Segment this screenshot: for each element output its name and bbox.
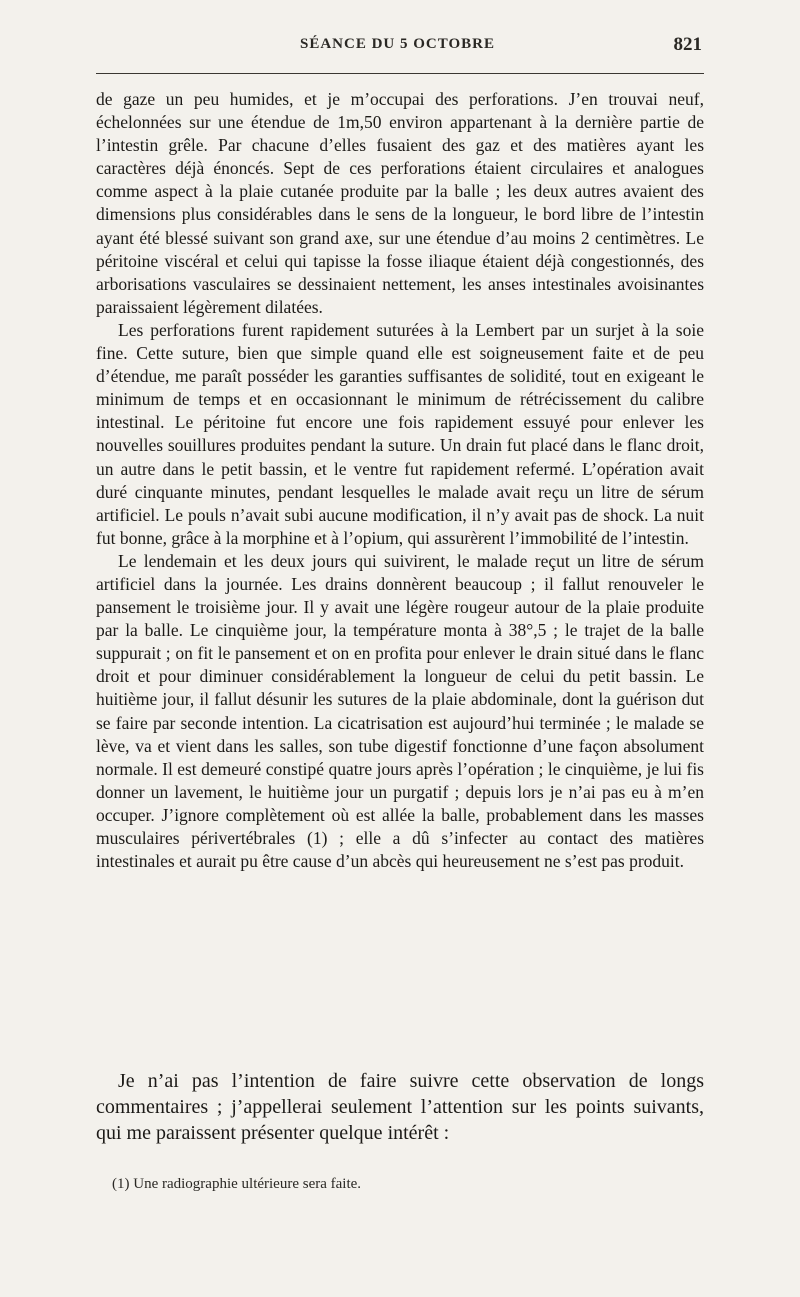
paragraph-3: Le lendemain et les deux jours qui suivirent, le malade reçut un litre de sérum artificiel dans la journée. Les drains donnèrent beaucoup ; il fallut renouveler le pansement le troisième jour. Il y avait une légère rougeur autour de la plaie produite par la balle. Le cinquième jour, la température monta à 38°,5 ; le trajet de la balle suppurait ; on fit le pansement et on en profita pour enlever le drain situé dans le flanc droit et pour diminuer considérablement la longueur de celui du petit bassin. Le huitième jour, il fallut désunir les sutures de la plaie abdominale, dont la guérison dut se faire par seconde intention. La cicatrisation est aujourd’hui terminée ; le malade se lève, va et vient dans les salles, son tube digestif fonctionne d’une façon absolument normale. Il est demeuré constipé quatre jours après l’opération ; le cinquième, je lui fis donner un lavement, le huitième jour un purgatif ; depuis lors je n’ai pas eu à m’en occuper. J’ignore complètement où est allée la balle, probablement dans les masses musculaires périvertébrales (1) ; elle a dû s’infecter au contact des matières intestinales et aurait pu être cause d’un abcès qui heureusement ne s’est pas produit. — [96, 550, 704, 872]
closing-paragraph-block — [96, 1068, 704, 1146]
paragraph-2: Les perforations furent rapidement suturées à la Lembert par un surjet à la soie fine. Cette suture, bien que simple quand elle est soigneusement faite et de peu d’étendue, me paraît posséder les garanties suffisantes de solidité, tout en exigeant le minimum de temps et en occasionnant le minimum de rétrécissement du calibre intestinal. Le péritoine fut encore une fois rapidement essuyé pour enlever les nouvelles souillures produites pendant la suture. Un drain fut placé dans le flanc droit, un autre dans le petit bassin, et le ventre fut rapidement refermé. L’opération avait duré cinquante minutes, pendant lesquelles le malade avait reçu un litre de sérum artificiel. Le pouls n’avait subi aucune modification, il n’y avait pas de shock. La nuit fut bonne, grâce à la morphine et à l’opium, qui assurèrent l’immobilité de l’intestin. — [96, 319, 704, 548]
paragraph-1: de gaze un peu humides, et je m’occupai des perforations. J’en trouvai neuf, échelonnées sur une étendue de 1m,50 environ appartenant à la dernière partie de l’intestin grêle. Par chacune d’elles fusaient des gaz et des matières ayant les caractères déjà énoncés. Sept de ces perforations étaient circulaires et analogues comme aspect à la plaie cutanée produite par la balle ; les deux autres avaient des dimensions plus considérables dans le sens de la longueur, le bord libre de l’intestin ayant été blessé suivant son grand axe, sur une étendue d’au moins 2 centimètres. Le péritoine viscéral et celui qui tapisse la fosse iliaque étaient déjà congestionnés, des arborisations vasculaires se dessinaient nettement, les anses intestinales avoisinantes paraissaient légèrement dilatées. — [96, 89, 704, 317]
body-text — [96, 88, 704, 873]
closing-paragraph: Je n’ai pas l’intention de faire suivre cette observation de longs commentaires ; j’appellerai seulement l’attention sur les points suivants, qui me paraissent présenter quelque intérêt : — [96, 1070, 704, 1144]
header-rule — [96, 73, 704, 74]
footnote: (1) Une radiographie ultérieure sera faite. — [112, 1176, 362, 1192]
page-number: 821 — [673, 34, 702, 55]
running-head: SÉANCE DU 5 OCTOBRE — [300, 36, 496, 52]
page-header — [96, 34, 704, 64]
